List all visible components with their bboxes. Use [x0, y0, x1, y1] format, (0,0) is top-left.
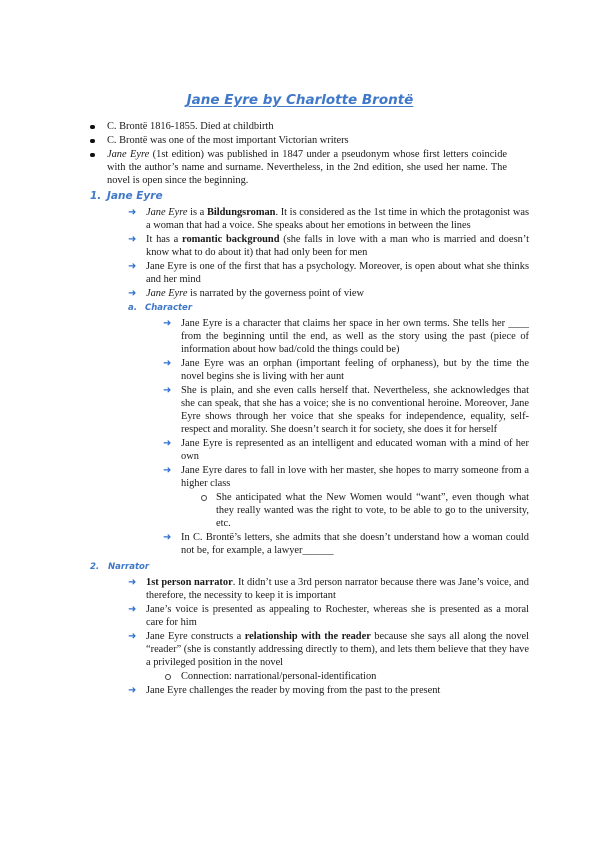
- arrow-right-icon: ➜: [128, 207, 137, 218]
- arrow-right-icon: ➜: [128, 604, 137, 615]
- arrow-right-icon: ➜: [163, 358, 172, 369]
- arrow-right-icon: ➜: [163, 318, 172, 329]
- bullet-item: Jane Eyre (1st edition) was published in 1847 under a pseudonym whose first letters coincide with the author’s name and surname. Nevertheless, in the 2nd edition, she used her name. The novel is open since the beginning.: [0, 148, 507, 187]
- circle-item: She anticipated what the New Women would “want”, even though what they really wanted was the right to vote, to be able to go to the university, etc.: [0, 491, 529, 530]
- arrow-item: ➜ She is plain, and she even calls herself that. Nevertheless, she acknowledges that she can speak, that she has a voice; she is no conventional heroine. Moreover, Jane Eyre shows through her voice that she speaks for independence, equality, self-respect and morality. She doesn’t search it for society, she does it for herself: [163, 385, 529, 435]
- arrow-right-icon: ➜: [128, 234, 137, 245]
- arrow-right-icon: ➜: [128, 261, 137, 272]
- arrow-item: ➜ In C. Brontë’s letters, she admits that she doesn’t understand how a woman could not be, for example, a lawyer______: [163, 532, 529, 556]
- bullet-dot-icon: [90, 153, 95, 158]
- arrow-right-icon: ➜: [163, 465, 172, 476]
- arrow-item: ➜ Jane’s voice is presented as appealing to Rochester, whereas she is presented as a moral care for him: [128, 604, 529, 628]
- bullet-circle-icon: [165, 674, 171, 680]
- subsection-heading-character: a. Character: [128, 303, 193, 313]
- arrow-item: ➜ 1st person narrator. It didn’t use a 3rd person narrator because there was Jane’s voice, and therefore, the necessity to keep it is important: [128, 577, 530, 601]
- arrow-right-icon: ➜: [128, 631, 137, 642]
- arrow-item: ➜ Jane Eyre dares to fall in love with her master, she hopes to marry someone from a higher class: [163, 465, 529, 489]
- bullet-dot-icon: [90, 125, 95, 130]
- arrow-right-icon: ➜: [163, 438, 172, 449]
- document-body: [0, 120, 600, 698]
- arrow-right-icon: ➜: [128, 685, 137, 696]
- arrow-item: ➜ Jane Eyre is one of the first that has a psychology. Moreover, is open about what she thinks and her mind: [128, 261, 529, 285]
- arrow-right-icon: ➜: [128, 288, 137, 299]
- bullet-circle-icon: [201, 495, 207, 501]
- arrow-item: ➜ Jane Eyre challenges the reader by moving from the past to the present: [128, 685, 441, 696]
- arrow-right-icon: ➜: [163, 532, 172, 543]
- arrow-item: ➜ Jane Eyre was an orphan (important feeling of orphaness), but by the time the novel begins she is living with her aunt: [163, 358, 529, 382]
- arrow-right-icon: ➜: [163, 385, 172, 396]
- bullet-dot-icon: [90, 139, 95, 144]
- arrow-item: ➜ It has a romantic background (she falls in love with a man who is married and doesn’t know what to do about it) that had only been for men: [128, 234, 530, 258]
- section-heading-narrator: 2. Narrator: [90, 562, 150, 572]
- arrow-item: ➜ Jane Eyre is a character that claims her space in her own terms. She tells her ____ from the beginning until the end, as well as the story using the past (piece of information about how bad/cold the things could be): [163, 318, 529, 355]
- arrow-item: ➜ Jane Eyre is narrated by the governess point of view: [128, 288, 365, 299]
- bullet-item: C. Brontë 1816-1855. Died at childbirth: [0, 120, 507, 133]
- arrow-item: ➜ Jane Eyre constructs a relationship with the reader because she says all along the novel “reader” (she is constantly addressing directly to them), and lets them believe that they have a privileged position in the novel: [128, 631, 530, 668]
- arrow-item: ➜ Jane Eyre is represented as an intelligent and educated woman with a mind of her own: [163, 438, 529, 462]
- section-heading-jane-eyre: 1. Jane Eyre: [90, 190, 163, 202]
- arrow-item: ➜ Jane Eyre is a Bildungsroman. It is considered as the 1st time in which the protagonist was a woman that had a voice. She speaks about her emotions in between the lines: [128, 207, 529, 231]
- bullet-item: C. Brontë was one of the most important Victorian writers: [0, 134, 507, 147]
- circle-item: Connection: narrational/personal-identification: [0, 670, 529, 683]
- document-title: Jane Eyre by Charlotte Brontë: [186, 92, 414, 108]
- arrow-right-icon: ➜: [128, 577, 137, 588]
